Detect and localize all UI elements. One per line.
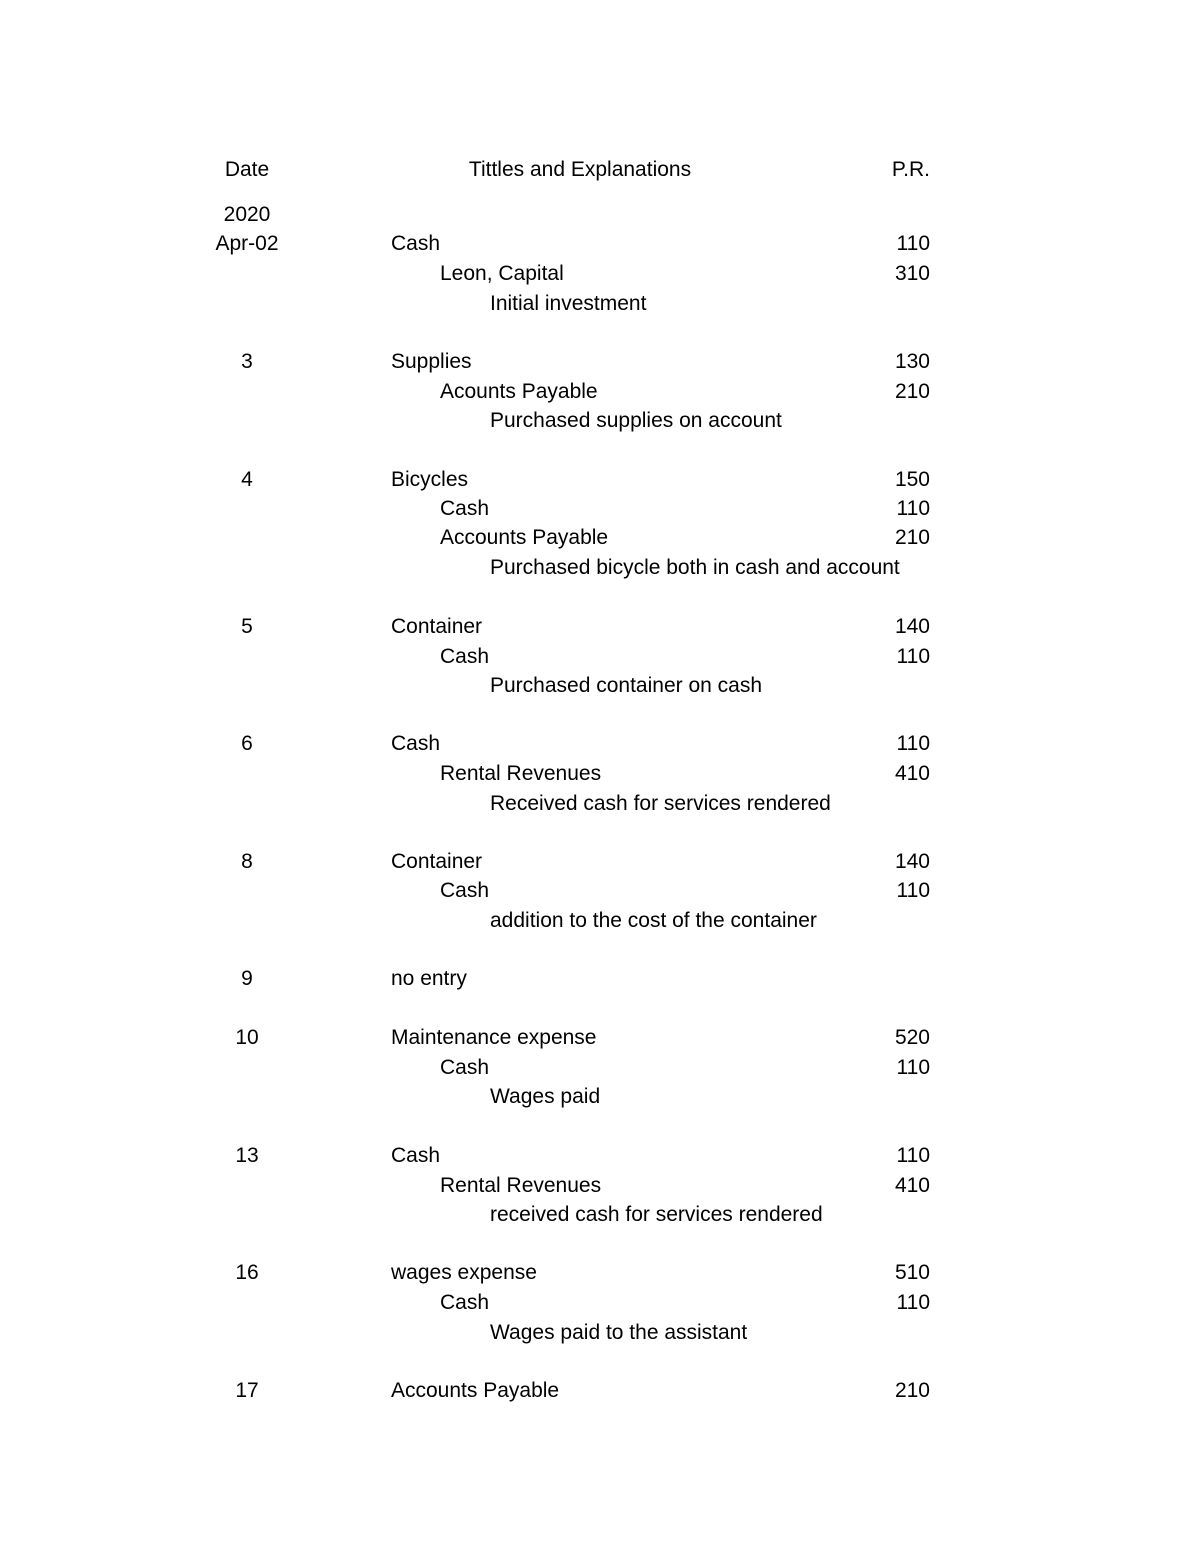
debit-account: Accounts Payable — [391, 1379, 560, 1402]
posting-reference: 310 — [894, 262, 930, 285]
credit-account: Acounts Payable — [440, 380, 598, 403]
debit-account: Container — [391, 850, 483, 873]
date-column-header: Date — [224, 158, 270, 181]
debit-account: Cash — [391, 732, 441, 755]
credit-account: Rental Revenues — [440, 1174, 602, 1197]
debit-account: Supplies — [391, 350, 472, 373]
posting-reference: 110 — [896, 1056, 930, 1079]
entry-date: 17 — [235, 1379, 259, 1402]
posting-reference: 110 — [896, 645, 930, 668]
posting-reference: 140 — [894, 615, 930, 638]
no-entry-note: no entry — [391, 967, 467, 990]
debit-account: Maintenance expense — [391, 1026, 597, 1049]
posting-reference: 210 — [894, 380, 930, 403]
entry-date: 10 — [235, 1026, 259, 1049]
posting-reference: 110 — [896, 879, 930, 902]
credit-account: Accounts Payable — [440, 526, 609, 549]
entry-date: 13 — [235, 1144, 259, 1167]
entry-date: 3 — [241, 350, 253, 373]
credit-account: Cash — [440, 645, 490, 668]
debit-account: wages expense — [391, 1261, 537, 1284]
posting-reference: 110 — [896, 232, 930, 255]
posting-reference: 110 — [896, 497, 930, 520]
credit-account: Cash — [440, 497, 490, 520]
credit-account: Rental Revenues — [440, 762, 602, 785]
entry-date: 8 — [241, 850, 253, 873]
entry-explanation: Received cash for services rendered — [490, 792, 831, 815]
debit-account: Cash — [391, 232, 441, 255]
entry-date: 9 — [241, 967, 253, 990]
entry-explanation: received cash for services rendered — [490, 1203, 823, 1226]
entry-date: Apr-02 — [215, 232, 279, 255]
entry-explanation: Wages paid to the assistant — [490, 1321, 748, 1344]
posting-reference: 150 — [894, 468, 930, 491]
posting-reference: 520 — [894, 1026, 930, 1049]
posting-reference: 110 — [896, 1144, 930, 1167]
posting-reference: 410 — [894, 1174, 930, 1197]
posting-reference: 110 — [896, 1291, 930, 1314]
posting-reference: 210 — [894, 1379, 930, 1402]
posting-reference: 110 — [896, 732, 930, 755]
posting-reference: 410 — [894, 762, 930, 785]
posting-reference: 210 — [894, 526, 930, 549]
entry-explanation: addition to the cost of the container — [490, 909, 817, 932]
titles-column-header: Tittles and Explanations — [468, 158, 692, 181]
posting-reference: 130 — [894, 350, 930, 373]
posting-reference: 140 — [894, 850, 930, 873]
credit-account: Leon, Capital — [440, 262, 564, 285]
credit-account: Cash — [440, 879, 490, 902]
entry-explanation: Wages paid — [490, 1085, 601, 1108]
credit-account: Cash — [440, 1291, 490, 1314]
entry-date: 5 — [241, 615, 253, 638]
entry-date: 6 — [241, 732, 253, 755]
credit-account: Cash — [440, 1056, 490, 1079]
pr-column-header: P.R. — [891, 158, 930, 181]
entry-date: 16 — [235, 1261, 259, 1284]
entry-explanation: Purchased bicycle both in cash and account — [490, 556, 900, 579]
posting-reference: 510 — [894, 1261, 930, 1284]
entry-date: 4 — [241, 468, 253, 491]
year-label: 2020 — [223, 203, 271, 226]
entry-explanation: Purchased container on cash — [490, 674, 763, 697]
debit-account: Bicycles — [391, 468, 469, 491]
debit-account: Container — [391, 615, 483, 638]
debit-account: Cash — [391, 1144, 441, 1167]
entry-explanation: Initial investment — [490, 292, 647, 315]
entry-explanation: Purchased supplies on account — [490, 409, 782, 432]
